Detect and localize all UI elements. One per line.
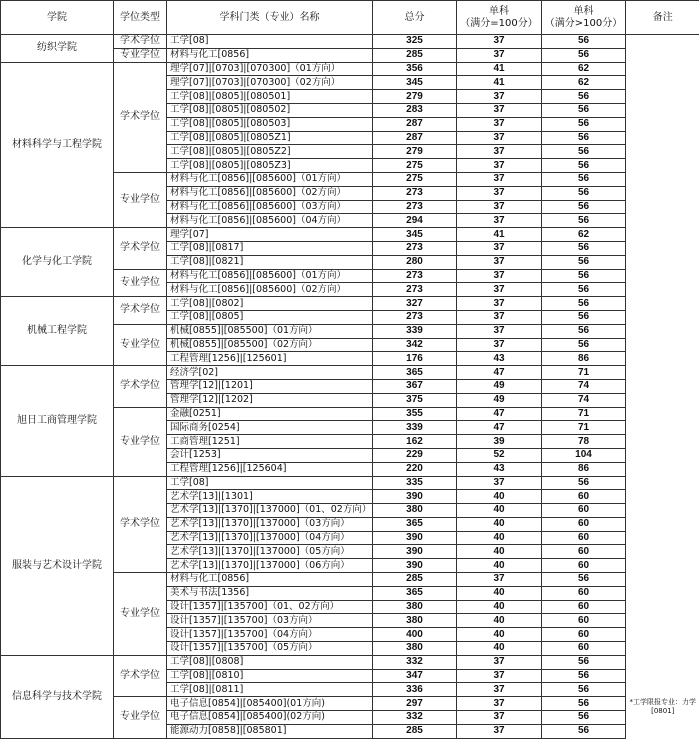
single-100-score: 37 [457,172,542,186]
single-gt100-score: 60 [542,586,626,600]
degree-type: 专业学位 [114,697,167,738]
total-score: 273 [373,200,457,214]
single-100-score: 37 [457,655,542,669]
subject-name: 工程管理[1256]|[125601] [167,352,373,366]
total-score: 280 [373,255,457,269]
single-100-score: 37 [457,241,542,255]
table-body [1,35,699,739]
single-gt100-score: 86 [542,462,626,476]
college-name: 化学与化工学院 [1,228,114,297]
single-gt100-score: 62 [542,76,626,90]
total-score: 279 [373,145,457,159]
total-score: 220 [373,462,457,476]
subject-name: 工学[08]|[0810] [167,669,373,683]
total-score: 335 [373,476,457,490]
single-100-score: 37 [457,338,542,352]
single-100-score: 40 [457,559,542,573]
subject-name: 艺术学[13]|[1370]|[137000]（06方向） [167,559,373,573]
total-score: 285 [373,48,457,62]
single-100-score: 37 [457,186,542,200]
total-score: 355 [373,407,457,421]
total-score: 390 [373,545,457,559]
degree-type: 专业学位 [114,324,167,365]
single-100-score: 40 [457,642,542,656]
subject-name: 工程管理[1256]|[125604] [167,462,373,476]
single-gt100-score: 60 [542,642,626,656]
total-score: 345 [373,76,457,90]
single-gt100-score: 56 [542,573,626,587]
single-gt100-score: 56 [542,683,626,697]
subject-name: 材料与化工[0856] [167,48,373,62]
degree-type: 学术学位 [114,476,167,573]
table-row [1,35,699,49]
subject-name: 设计[1357]|[135700]（01、02方向） [167,600,373,614]
single-gt100-score: 56 [542,310,626,324]
subject-name: 金融[0251] [167,407,373,421]
single-100-score: 37 [457,476,542,490]
single-gt100-score: 56 [542,159,626,173]
single-100-score: 37 [457,255,542,269]
header-single-100-line2: （满分=100分） [457,18,541,30]
remark-cell [626,35,699,739]
single-100-score: 37 [457,324,542,338]
single-100-score: 37 [457,117,542,131]
subject-name: 设计[1357]|[135700]（03方向） [167,614,373,628]
total-score: 336 [373,683,457,697]
subject-name: 机械[0855]|[085500]（02方向） [167,338,373,352]
header-single-100-line1: 单科 [457,6,541,18]
total-score: 279 [373,90,457,104]
single-100-score: 40 [457,628,542,642]
subject-name: 材料与化工[0856]|[085600]（04方向） [167,214,373,228]
single-gt100-score: 56 [542,669,626,683]
single-gt100-score: 71 [542,366,626,380]
subject-name: 经济学[02] [167,366,373,380]
college-name: 材料科学与工程学院 [1,62,114,228]
single-100-score: 47 [457,366,542,380]
single-100-score: 41 [457,228,542,242]
header-remark: 备注 [626,1,699,35]
total-score: 285 [373,724,457,738]
college-name: 机械工程学院 [1,297,114,366]
total-score: 390 [373,531,457,545]
single-gt100-score: 62 [542,228,626,242]
total-score: 380 [373,504,457,518]
single-gt100-score: 60 [542,517,626,531]
single-gt100-score: 56 [542,255,626,269]
single-gt100-score: 56 [542,131,626,145]
single-gt100-score: 56 [542,186,626,200]
subject-name: 管理学[12]|[1202] [167,393,373,407]
total-score: 294 [373,214,457,228]
total-score: 380 [373,614,457,628]
single-gt100-score: 60 [542,490,626,504]
table-row [1,62,699,76]
single-gt100-score: 74 [542,379,626,393]
subject-name: 材料与化工[0856]|[085600]（01方向） [167,172,373,186]
subject-name: 工学[08] [167,476,373,490]
single-100-score: 40 [457,490,542,504]
total-score: 345 [373,228,457,242]
total-score: 162 [373,435,457,449]
single-gt100-score: 56 [542,48,626,62]
total-score: 275 [373,159,457,173]
header-single-gt100 [542,1,626,35]
degree-type: 学术学位 [114,655,167,696]
subject-name: 电子信息[0854]|[085400](01方向) [167,697,373,711]
single-100-score: 37 [457,200,542,214]
single-100-score: 52 [457,448,542,462]
remark-note: *工学限报专业：力学[0801] [626,698,699,716]
single-gt100-score: 60 [542,545,626,559]
degree-type: 专业学位 [114,172,167,227]
subject-name: 管理学[12]|[1201] [167,379,373,393]
single-100-score: 43 [457,462,542,476]
single-gt100-score: 56 [542,200,626,214]
degree-type: 专业学位 [114,407,167,476]
single-100-score: 37 [457,214,542,228]
single-100-score: 37 [457,573,542,587]
subject-name: 电子信息[0854]|[085400](02方向) [167,711,373,725]
header-single-gt100-line1: 单科 [542,6,625,18]
subject-name: 材料与化工[0856] [167,573,373,587]
single-gt100-score: 56 [542,724,626,738]
single-gt100-score: 71 [542,421,626,435]
table-row [1,297,699,311]
single-100-score: 37 [457,697,542,711]
single-100-score: 41 [457,62,542,76]
degree-type: 学术学位 [114,62,167,172]
college-name: 旭日工商管理学院 [1,366,114,476]
single-100-score: 40 [457,531,542,545]
single-gt100-score: 56 [542,338,626,352]
single-gt100-score: 56 [542,103,626,117]
total-score: 297 [373,697,457,711]
single-gt100-score: 62 [542,62,626,76]
single-100-score: 49 [457,379,542,393]
subject-name: 工学[08]|[0805]|[0805Z2] [167,145,373,159]
subject-name: 能源动力[0858]|[085801] [167,724,373,738]
total-score: 332 [373,655,457,669]
subject-name: 材料与化工[0856]|[085600]（02方向） [167,186,373,200]
single-gt100-score: 56 [542,214,626,228]
subject-name: 工学[08]|[0805]|[080502] [167,103,373,117]
subject-name: 材料与化工[0856]|[085600]（03方向） [167,200,373,214]
single-100-score: 37 [457,269,542,283]
total-score: 365 [373,517,457,531]
single-100-score: 39 [457,435,542,449]
subject-name: 理学[07]|[0703]|[070300]（01方向） [167,62,373,76]
header-single-gt100-line2: （满分>100分） [542,18,625,30]
total-score: 283 [373,103,457,117]
subject-name: 理学[07]|[0703]|[070300]（02方向） [167,76,373,90]
single-gt100-score: 71 [542,407,626,421]
total-score: 229 [373,448,457,462]
single-100-score: 37 [457,159,542,173]
college-name: 服装与艺术设计学院 [1,476,114,655]
total-score: 275 [373,172,457,186]
total-score: 327 [373,297,457,311]
total-score: 273 [373,241,457,255]
single-gt100-score: 60 [542,614,626,628]
subject-name: 艺术学[13]|[1370]|[137000]（03方向） [167,517,373,531]
degree-type: 学术学位 [114,366,167,407]
subject-name: 艺术学[13]|[1301] [167,490,373,504]
total-score: 325 [373,35,457,49]
table-row [1,228,699,242]
single-100-score: 40 [457,600,542,614]
subject-name: 工学[08]|[0811] [167,683,373,697]
subject-name: 工学[08]|[0808] [167,655,373,669]
single-gt100-score: 60 [542,531,626,545]
subject-name: 工学[08]|[0805] [167,310,373,324]
subject-name: 工商管理[1251] [167,435,373,449]
header-total: 总分 [373,1,457,35]
header-degree-type: 学位类型 [114,1,167,35]
subject-name: 理学[07] [167,228,373,242]
total-score: 367 [373,379,457,393]
total-score: 342 [373,338,457,352]
subject-name: 工学[08]|[0805]|[080501] [167,90,373,104]
single-gt100-score: 60 [542,628,626,642]
single-gt100-score: 56 [542,476,626,490]
subject-name: 工学[08]|[0805]|[080503] [167,117,373,131]
single-gt100-score: 60 [542,504,626,518]
single-100-score: 37 [457,35,542,49]
college-name: 纺织学院 [1,35,114,63]
total-score: 287 [373,117,457,131]
total-score: 375 [373,393,457,407]
subject-name: 工学[08]|[0821] [167,255,373,269]
table-row [1,366,699,380]
header-subject-name: 学科门类（专业）名称 [167,1,373,35]
single-gt100-score: 56 [542,655,626,669]
single-gt100-score: 56 [542,145,626,159]
total-score: 176 [373,352,457,366]
single-100-score: 37 [457,711,542,725]
single-gt100-score: 56 [542,172,626,186]
single-100-score: 37 [457,669,542,683]
single-100-score: 37 [457,90,542,104]
total-score: 365 [373,366,457,380]
total-score: 347 [373,669,457,683]
single-gt100-score: 56 [542,711,626,725]
single-100-score: 37 [457,103,542,117]
single-100-score: 41 [457,76,542,90]
single-gt100-score: 56 [542,117,626,131]
total-score: 365 [373,586,457,600]
single-100-score: 37 [457,48,542,62]
single-100-score: 40 [457,545,542,559]
subject-name: 材料与化工[0856]|[085600]（02方向） [167,283,373,297]
subject-name: 工学[08]|[0805]|[0805Z1] [167,131,373,145]
single-100-score: 37 [457,283,542,297]
degree-type: 专业学位 [114,573,167,656]
total-score: 273 [373,186,457,200]
subject-name: 工学[08] [167,35,373,49]
single-100-score: 37 [457,683,542,697]
single-100-score: 40 [457,517,542,531]
total-score: 380 [373,600,457,614]
single-gt100-score: 60 [542,559,626,573]
total-score: 273 [373,269,457,283]
table-row [1,476,699,490]
college-name: 信息科学与技术学院 [1,655,114,738]
single-100-score: 40 [457,586,542,600]
total-score: 390 [373,490,457,504]
single-gt100-score: 56 [542,324,626,338]
single-gt100-score: 56 [542,297,626,311]
subject-name: 机械[0855]|[085500]（01方向） [167,324,373,338]
total-score: 273 [373,310,457,324]
single-100-score: 40 [457,614,542,628]
subject-name: 艺术学[13]|[1370]|[137000]（05方向） [167,545,373,559]
single-100-score: 37 [457,724,542,738]
total-score: 400 [373,628,457,642]
header-single-100 [457,1,542,35]
subject-name: 工学[08]|[0817] [167,241,373,255]
total-score: 285 [373,573,457,587]
single-gt100-score: 56 [542,697,626,711]
single-gt100-score: 56 [542,35,626,49]
single-gt100-score: 78 [542,435,626,449]
subject-name: 艺术学[13]|[1370]|[137000]（01、02方向） [167,504,373,518]
single-100-score: 37 [457,297,542,311]
single-100-score: 47 [457,421,542,435]
single-100-score: 43 [457,352,542,366]
degree-type: 学术学位 [114,297,167,325]
subject-name: 艺术学[13]|[1370]|[137000]（04方向） [167,531,373,545]
single-100-score: 37 [457,145,542,159]
single-100-score: 49 [457,393,542,407]
degree-type: 学术学位 [114,228,167,269]
subject-name: 设计[1357]|[135700]（05方向） [167,642,373,656]
single-100-score: 37 [457,131,542,145]
subject-name: 工学[08]|[0805]|[0805Z3] [167,159,373,173]
table-row [1,655,699,669]
subject-name: 工学[08]|[0802] [167,297,373,311]
single-gt100-score: 56 [542,90,626,104]
single-100-score: 40 [457,504,542,518]
single-100-score: 47 [457,407,542,421]
single-gt100-score: 74 [542,393,626,407]
degree-type: 专业学位 [114,269,167,297]
subject-name: 材料与化工[0856]|[085600]（01方向） [167,269,373,283]
total-score: 356 [373,62,457,76]
total-score: 287 [373,131,457,145]
total-score: 339 [373,324,457,338]
single-gt100-score: 56 [542,269,626,283]
single-gt100-score: 60 [542,600,626,614]
single-gt100-score: 56 [542,241,626,255]
header-row [1,1,699,35]
total-score: 332 [373,711,457,725]
total-score: 390 [373,559,457,573]
subject-name: 设计[1357]|[135700]（04方向） [167,628,373,642]
subject-name: 会计[1253] [167,448,373,462]
single-100-score: 37 [457,310,542,324]
single-gt100-score: 56 [542,283,626,297]
subject-name: 国际商务[0254] [167,421,373,435]
single-gt100-score: 86 [542,352,626,366]
total-score: 380 [373,642,457,656]
total-score: 339 [373,421,457,435]
header-college: 学院 [1,1,114,35]
degree-type: 学术学位 [114,35,167,49]
degree-type: 专业学位 [114,48,167,62]
total-score: 273 [373,283,457,297]
single-gt100-score: 104 [542,448,626,462]
subject-name: 美术与书法[1356] [167,586,373,600]
